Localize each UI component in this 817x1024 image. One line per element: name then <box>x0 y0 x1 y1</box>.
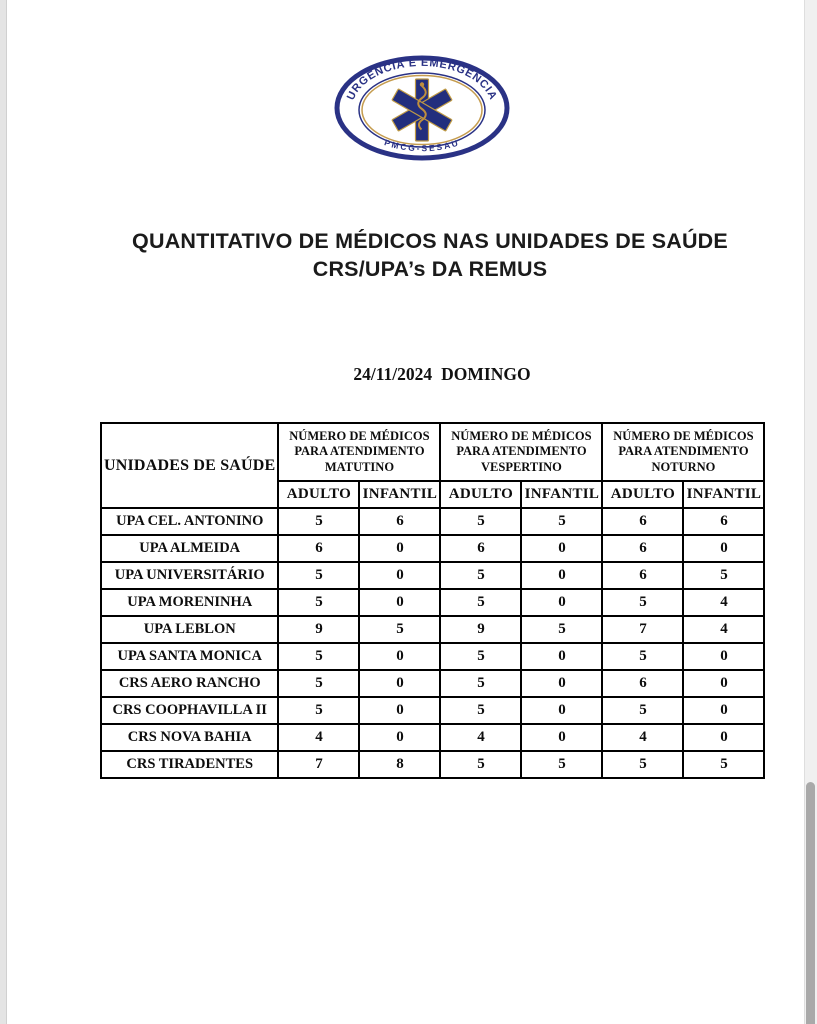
value-cell: 7 <box>278 751 359 778</box>
page-left-edge <box>0 0 7 1024</box>
subheader-infantil: INFANTIL <box>359 481 440 508</box>
unit-cell: UPA MORENINHA <box>101 589 278 616</box>
value-cell: 6 <box>278 535 359 562</box>
date-value: 24/11/2024 <box>353 364 433 384</box>
table-row <box>101 697 764 724</box>
value-cell: 5 <box>278 562 359 589</box>
weekday-value: DOMINGO <box>441 364 531 384</box>
scrollbar-track[interactable] <box>804 0 817 1024</box>
value-cell: 5 <box>278 589 359 616</box>
value-cell: 0 <box>521 697 602 724</box>
header-row-groups <box>101 423 764 481</box>
value-cell: 9 <box>278 616 359 643</box>
value-cell: 6 <box>602 508 683 535</box>
value-cell: 6 <box>683 508 764 535</box>
table-row <box>101 616 764 643</box>
unit-cell: UPA CEL. ANTONINO <box>101 508 278 535</box>
logo-arc-text-bottom: PMCG-SESAU <box>383 137 461 154</box>
value-cell: 4 <box>278 724 359 751</box>
value-cell: 0 <box>359 670 440 697</box>
title-line-1: QUANTITATIVO DE MÉDICOS NAS UNIDADES DE SAÚDE <box>132 229 728 253</box>
value-cell: 5 <box>278 670 359 697</box>
value-cell: 5 <box>278 508 359 535</box>
table-row <box>101 535 764 562</box>
value-cell: 0 <box>521 589 602 616</box>
subheader-infantil: INFANTIL <box>683 481 764 508</box>
unit-cell: CRS TIRADENTES <box>101 751 278 778</box>
value-cell: 5 <box>683 751 764 778</box>
value-cell: 5 <box>440 751 521 778</box>
value-cell: 0 <box>359 562 440 589</box>
value-cell: 0 <box>359 535 440 562</box>
value-cell: 6 <box>602 670 683 697</box>
table-row <box>101 589 764 616</box>
value-cell: 8 <box>359 751 440 778</box>
doctors-schedule-table <box>100 422 765 779</box>
unit-cell: UPA SANTA MONICA <box>101 643 278 670</box>
value-cell: 4 <box>602 724 683 751</box>
unit-cell: CRS COOPHAVILLA II <box>101 697 278 724</box>
value-cell: 7 <box>602 616 683 643</box>
value-cell: 5 <box>521 616 602 643</box>
table-row <box>101 562 764 589</box>
value-cell: 5 <box>602 697 683 724</box>
value-cell: 5 <box>440 670 521 697</box>
table-row <box>101 508 764 535</box>
subheader-adulto: ADULTO <box>278 481 359 508</box>
value-cell: 0 <box>683 643 764 670</box>
group-header-vespertino: NÚMERO DE MÉDICOS PARA ATENDIMENTO VESPERTINO <box>440 423 602 481</box>
value-cell: 0 <box>683 670 764 697</box>
logo-arc-text-top: URGÊNCIA E EMERGÊNCIA <box>344 56 500 103</box>
unit-cell: UPA LEBLON <box>101 616 278 643</box>
value-cell: 0 <box>359 697 440 724</box>
corner-header-cell: UNIDADES DE SAÚDE <box>101 423 278 508</box>
table-row <box>101 670 764 697</box>
value-cell: 6 <box>602 535 683 562</box>
value-cell: 5 <box>440 643 521 670</box>
value-cell: 5 <box>440 508 521 535</box>
table-row <box>101 643 764 670</box>
value-cell: 5 <box>683 562 764 589</box>
value-cell: 0 <box>683 535 764 562</box>
scrollbar-thumb[interactable] <box>806 782 815 1024</box>
unit-cell: CRS AERO RANCHO <box>101 670 278 697</box>
value-cell: 4 <box>683 589 764 616</box>
value-cell: 6 <box>359 508 440 535</box>
value-cell: 0 <box>359 589 440 616</box>
value-cell: 0 <box>521 535 602 562</box>
subheader-adulto: ADULTO <box>440 481 521 508</box>
value-cell: 0 <box>521 724 602 751</box>
value-cell: 0 <box>521 562 602 589</box>
value-cell: 0 <box>683 697 764 724</box>
agency-logo <box>333 55 511 163</box>
value-cell: 6 <box>440 535 521 562</box>
unit-cell: UPA ALMEIDA <box>101 535 278 562</box>
value-cell: 5 <box>602 751 683 778</box>
group-header-noturno: NÚMERO DE MÉDICOS PARA ATENDIMENTO NOTURNO <box>602 423 764 481</box>
value-cell: 5 <box>440 589 521 616</box>
value-cell: 4 <box>440 724 521 751</box>
value-cell: 5 <box>440 562 521 589</box>
value-cell: 9 <box>440 616 521 643</box>
date-line <box>64 364 817 385</box>
document-title <box>55 227 805 283</box>
table-row <box>101 724 764 751</box>
value-cell: 0 <box>521 643 602 670</box>
value-cell: 5 <box>359 616 440 643</box>
value-cell: 5 <box>602 643 683 670</box>
value-cell: 4 <box>683 616 764 643</box>
value-cell: 5 <box>521 751 602 778</box>
value-cell: 5 <box>521 508 602 535</box>
value-cell: 0 <box>521 670 602 697</box>
value-cell: 5 <box>440 697 521 724</box>
group-header-matutino: NÚMERO DE MÉDICOS PARA ATENDIMENTO MATUTINO <box>278 423 440 481</box>
subheader-adulto: ADULTO <box>602 481 683 508</box>
value-cell: 5 <box>278 697 359 724</box>
value-cell: 5 <box>278 643 359 670</box>
title-line-2: CRS/UPA’s DA REMUS <box>312 257 548 281</box>
unit-cell: CRS NOVA BAHIA <box>101 724 278 751</box>
table-row <box>101 751 764 778</box>
value-cell: 5 <box>602 589 683 616</box>
subheader-infantil: INFANTIL <box>521 481 602 508</box>
unit-cell: UPA UNIVERSITÁRIO <box>101 562 278 589</box>
value-cell: 0 <box>359 724 440 751</box>
value-cell: 0 <box>359 643 440 670</box>
value-cell: 0 <box>683 724 764 751</box>
value-cell: 6 <box>602 562 683 589</box>
